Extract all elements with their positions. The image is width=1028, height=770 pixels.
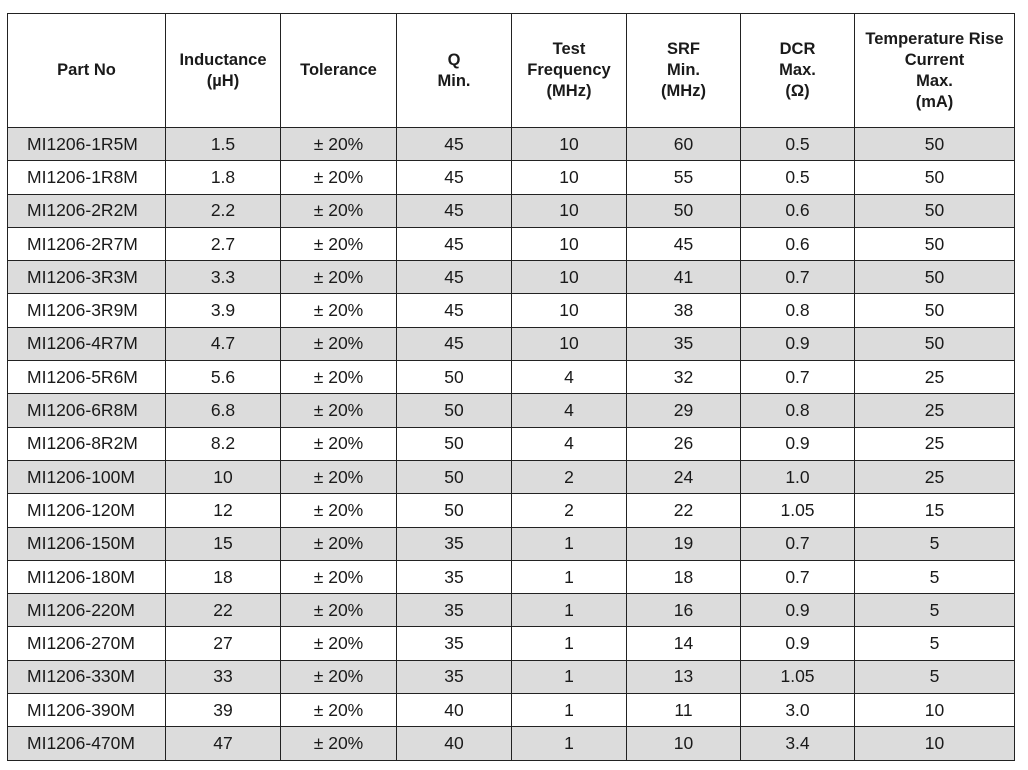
- cell-test-frequency: 1: [512, 694, 627, 727]
- cell-q-min: 50: [397, 427, 512, 460]
- cell-srf-min: 19: [627, 527, 741, 560]
- table-row: [8, 394, 1015, 427]
- cell-inductance: 6.8: [166, 394, 281, 427]
- cell-q-min: 45: [397, 128, 512, 161]
- column-header-line: (MHz): [661, 82, 706, 100]
- cell-temp-rise-current-max: 5: [855, 560, 1015, 593]
- column-header-dcr-max: [741, 14, 855, 128]
- table-row: [8, 560, 1015, 593]
- cell-temp-rise-current-max: 50: [855, 227, 1015, 260]
- cell-srf-min: 55: [627, 161, 741, 194]
- cell-part-no: MI1206-5R6M: [8, 361, 166, 394]
- cell-q-min: 50: [397, 494, 512, 527]
- cell-part-no: MI1206-3R9M: [8, 294, 166, 327]
- cell-dcr-max: 0.8: [741, 294, 855, 327]
- cell-test-frequency: 1: [512, 560, 627, 593]
- cell-q-min: 45: [397, 261, 512, 294]
- column-header-line: Inductance: [179, 50, 267, 69]
- cell-test-frequency: 10: [512, 261, 627, 294]
- cell-tolerance: ± 20%: [281, 227, 397, 260]
- table-row: [8, 694, 1015, 727]
- cell-part-no: MI1206-100M: [8, 460, 166, 493]
- cell-temp-rise-current-max: 25: [855, 427, 1015, 460]
- cell-dcr-max: 0.9: [741, 594, 855, 627]
- cell-test-frequency: 2: [512, 460, 627, 493]
- cell-srf-min: 11: [627, 694, 741, 727]
- cell-test-frequency: 2: [512, 494, 627, 527]
- cell-dcr-max: 0.7: [741, 261, 855, 294]
- header-row: [8, 14, 1015, 128]
- cell-inductance: 10: [166, 460, 281, 493]
- cell-srf-min: 50: [627, 194, 741, 227]
- cell-tolerance: ± 20%: [281, 194, 397, 227]
- column-header-line: (MHz): [546, 82, 592, 100]
- cell-part-no: MI1206-330M: [8, 660, 166, 693]
- column-header-line: Max.: [779, 61, 816, 79]
- cell-test-frequency: 1: [512, 727, 627, 760]
- cell-q-min: 35: [397, 627, 512, 660]
- cell-dcr-max: 0.5: [741, 128, 855, 161]
- column-header-line: Min.: [667, 61, 700, 79]
- cell-part-no: MI1206-2R7M: [8, 227, 166, 260]
- cell-temp-rise-current-max: 5: [855, 660, 1015, 693]
- cell-temp-rise-current-max: 5: [855, 527, 1015, 560]
- cell-inductance: 18: [166, 560, 281, 593]
- cell-dcr-max: 3.4: [741, 727, 855, 760]
- cell-q-min: 50: [397, 460, 512, 493]
- cell-inductance: 1.8: [166, 161, 281, 194]
- column-header-tolerance: [281, 14, 397, 128]
- cell-temp-rise-current-max: 50: [855, 327, 1015, 360]
- cell-q-min: 45: [397, 227, 512, 260]
- column-header-line: (Ω): [785, 82, 810, 100]
- column-header-line: Test: [552, 40, 586, 58]
- cell-inductance: 33: [166, 660, 281, 693]
- cell-q-min: 40: [397, 694, 512, 727]
- cell-q-min: 35: [397, 594, 512, 627]
- cell-srf-min: 18: [627, 560, 741, 593]
- cell-test-frequency: 10: [512, 161, 627, 194]
- column-header-part-no: [8, 14, 166, 128]
- cell-dcr-max: 1.0: [741, 460, 855, 493]
- cell-tolerance: ± 20%: [281, 427, 397, 460]
- column-header-line: (mA): [915, 92, 954, 111]
- cell-dcr-max: 0.9: [741, 627, 855, 660]
- cell-part-no: MI1206-270M: [8, 627, 166, 660]
- cell-test-frequency: 1: [512, 660, 627, 693]
- cell-inductance: 2.2: [166, 194, 281, 227]
- cell-tolerance: ± 20%: [281, 361, 397, 394]
- cell-inductance: 3.3: [166, 261, 281, 294]
- cell-temp-rise-current-max: 50: [855, 194, 1015, 227]
- cell-tolerance: ± 20%: [281, 161, 397, 194]
- cell-test-frequency: 10: [512, 194, 627, 227]
- inductor-spec-table: [7, 13, 1015, 761]
- cell-tolerance: ± 20%: [281, 594, 397, 627]
- cell-part-no: MI1206-390M: [8, 694, 166, 727]
- cell-test-frequency: 4: [512, 394, 627, 427]
- cell-dcr-max: 0.8: [741, 394, 855, 427]
- cell-srf-min: 14: [627, 627, 741, 660]
- cell-part-no: MI1206-120M: [8, 494, 166, 527]
- cell-inductance: 39: [166, 694, 281, 727]
- cell-inductance: 3.9: [166, 294, 281, 327]
- cell-part-no: MI1206-180M: [8, 560, 166, 593]
- column-header-line: Part No: [57, 61, 116, 79]
- cell-inductance: 1.5: [166, 128, 281, 161]
- cell-tolerance: ± 20%: [281, 627, 397, 660]
- cell-temp-rise-current-max: 15: [855, 494, 1015, 527]
- cell-dcr-max: 0.9: [741, 427, 855, 460]
- cell-part-no: MI1206-2R2M: [8, 194, 166, 227]
- cell-tolerance: ± 20%: [281, 727, 397, 760]
- table-row: [8, 460, 1015, 493]
- cell-test-frequency: 10: [512, 227, 627, 260]
- cell-part-no: MI1206-220M: [8, 594, 166, 627]
- cell-temp-rise-current-max: 25: [855, 394, 1015, 427]
- cell-tolerance: ± 20%: [281, 527, 397, 560]
- cell-inductance: 47: [166, 727, 281, 760]
- cell-srf-min: 60: [627, 128, 741, 161]
- table-row: [8, 494, 1015, 527]
- table-row: [8, 294, 1015, 327]
- cell-dcr-max: 1.05: [741, 660, 855, 693]
- column-header-line: SRF: [667, 40, 700, 58]
- cell-inductance: 22: [166, 594, 281, 627]
- cell-srf-min: 10: [627, 727, 741, 760]
- table-row: [8, 194, 1015, 227]
- cell-tolerance: ± 20%: [281, 261, 397, 294]
- cell-tolerance: ± 20%: [281, 660, 397, 693]
- column-header-line: Temperature Rise: [865, 29, 1004, 48]
- column-header-test-frequency: [512, 14, 627, 128]
- cell-test-frequency: 1: [512, 627, 627, 660]
- cell-q-min: 40: [397, 727, 512, 760]
- cell-q-min: 50: [397, 361, 512, 394]
- cell-test-frequency: 10: [512, 327, 627, 360]
- cell-inductance: 12: [166, 494, 281, 527]
- cell-temp-rise-current-max: 25: [855, 361, 1015, 394]
- cell-inductance: 8.2: [166, 427, 281, 460]
- cell-part-no: MI1206-1R5M: [8, 128, 166, 161]
- column-header-line: Frequency: [527, 61, 611, 79]
- cell-q-min: 50: [397, 394, 512, 427]
- cell-part-no: MI1206-1R8M: [8, 161, 166, 194]
- cell-test-frequency: 4: [512, 427, 627, 460]
- cell-part-no: MI1206-150M: [8, 527, 166, 560]
- cell-inductance: 27: [166, 627, 281, 660]
- column-header-q-min: [397, 14, 512, 128]
- table-row: [8, 128, 1015, 161]
- column-header-line: Q: [447, 50, 461, 69]
- cell-srf-min: 38: [627, 294, 741, 327]
- column-header-line: (µH): [206, 71, 240, 90]
- cell-dcr-max: 3.0: [741, 694, 855, 727]
- cell-tolerance: ± 20%: [281, 560, 397, 593]
- cell-test-frequency: 1: [512, 527, 627, 560]
- column-header-inductance: [166, 14, 281, 128]
- cell-part-no: MI1206-4R7M: [8, 327, 166, 360]
- cell-q-min: 45: [397, 294, 512, 327]
- cell-tolerance: ± 20%: [281, 294, 397, 327]
- cell-srf-min: 41: [627, 261, 741, 294]
- cell-tolerance: ± 20%: [281, 394, 397, 427]
- cell-dcr-max: 0.6: [741, 194, 855, 227]
- cell-temp-rise-current-max: 50: [855, 261, 1015, 294]
- cell-tolerance: ± 20%: [281, 128, 397, 161]
- table-row: [8, 227, 1015, 260]
- table-row: [8, 161, 1015, 194]
- cell-temp-rise-current-max: 10: [855, 694, 1015, 727]
- table-row: [8, 594, 1015, 627]
- cell-tolerance: ± 20%: [281, 460, 397, 493]
- cell-test-frequency: 10: [512, 294, 627, 327]
- table-row: [8, 727, 1015, 760]
- cell-dcr-max: 0.5: [741, 161, 855, 194]
- cell-temp-rise-current-max: 5: [855, 594, 1015, 627]
- cell-dcr-max: 0.7: [741, 560, 855, 593]
- cell-dcr-max: 0.7: [741, 527, 855, 560]
- cell-dcr-max: 0.9: [741, 327, 855, 360]
- cell-part-no: MI1206-3R3M: [8, 261, 166, 294]
- column-header-line: DCR: [779, 40, 816, 58]
- cell-tolerance: ± 20%: [281, 494, 397, 527]
- cell-inductance: 4.7: [166, 327, 281, 360]
- cell-temp-rise-current-max: 50: [855, 161, 1015, 194]
- table-row: [8, 261, 1015, 294]
- column-header-line: Max.: [916, 71, 953, 90]
- cell-temp-rise-current-max: 5: [855, 627, 1015, 660]
- cell-dcr-max: 1.05: [741, 494, 855, 527]
- cell-test-frequency: 4: [512, 361, 627, 394]
- cell-inductance: 2.7: [166, 227, 281, 260]
- cell-tolerance: ± 20%: [281, 327, 397, 360]
- cell-part-no: MI1206-470M: [8, 727, 166, 760]
- cell-srf-min: 29: [627, 394, 741, 427]
- table-row: [8, 660, 1015, 693]
- column-header-temp-rise-current-max: [855, 14, 1015, 128]
- table-header: [8, 14, 1015, 128]
- cell-dcr-max: 0.6: [741, 227, 855, 260]
- cell-srf-min: 22: [627, 494, 741, 527]
- cell-srf-min: 24: [627, 460, 741, 493]
- cell-inductance: 15: [166, 527, 281, 560]
- column-header-srf-min: [627, 14, 741, 128]
- column-header-line: Min.: [437, 71, 471, 90]
- cell-srf-min: 13: [627, 660, 741, 693]
- table-body: [8, 128, 1015, 761]
- cell-srf-min: 16: [627, 594, 741, 627]
- cell-temp-rise-current-max: 50: [855, 128, 1015, 161]
- cell-q-min: 45: [397, 327, 512, 360]
- column-header-line: Tolerance: [300, 61, 377, 79]
- cell-srf-min: 32: [627, 361, 741, 394]
- column-header-line: Current: [904, 50, 965, 69]
- cell-srf-min: 45: [627, 227, 741, 260]
- cell-dcr-max: 0.7: [741, 361, 855, 394]
- table-row: [8, 527, 1015, 560]
- cell-q-min: 45: [397, 161, 512, 194]
- cell-part-no: MI1206-8R2M: [8, 427, 166, 460]
- table-row: [8, 627, 1015, 660]
- cell-q-min: 35: [397, 660, 512, 693]
- cell-inductance: 5.6: [166, 361, 281, 394]
- cell-srf-min: 26: [627, 427, 741, 460]
- cell-tolerance: ± 20%: [281, 694, 397, 727]
- cell-part-no: MI1206-6R8M: [8, 394, 166, 427]
- table-row: [8, 361, 1015, 394]
- cell-test-frequency: 10: [512, 128, 627, 161]
- table-row: [8, 327, 1015, 360]
- cell-temp-rise-current-max: 10: [855, 727, 1015, 760]
- cell-q-min: 45: [397, 194, 512, 227]
- cell-q-min: 35: [397, 560, 512, 593]
- cell-temp-rise-current-max: 25: [855, 460, 1015, 493]
- cell-test-frequency: 1: [512, 594, 627, 627]
- cell-srf-min: 35: [627, 327, 741, 360]
- cell-temp-rise-current-max: 50: [855, 294, 1015, 327]
- table-row: [8, 427, 1015, 460]
- cell-q-min: 35: [397, 527, 512, 560]
